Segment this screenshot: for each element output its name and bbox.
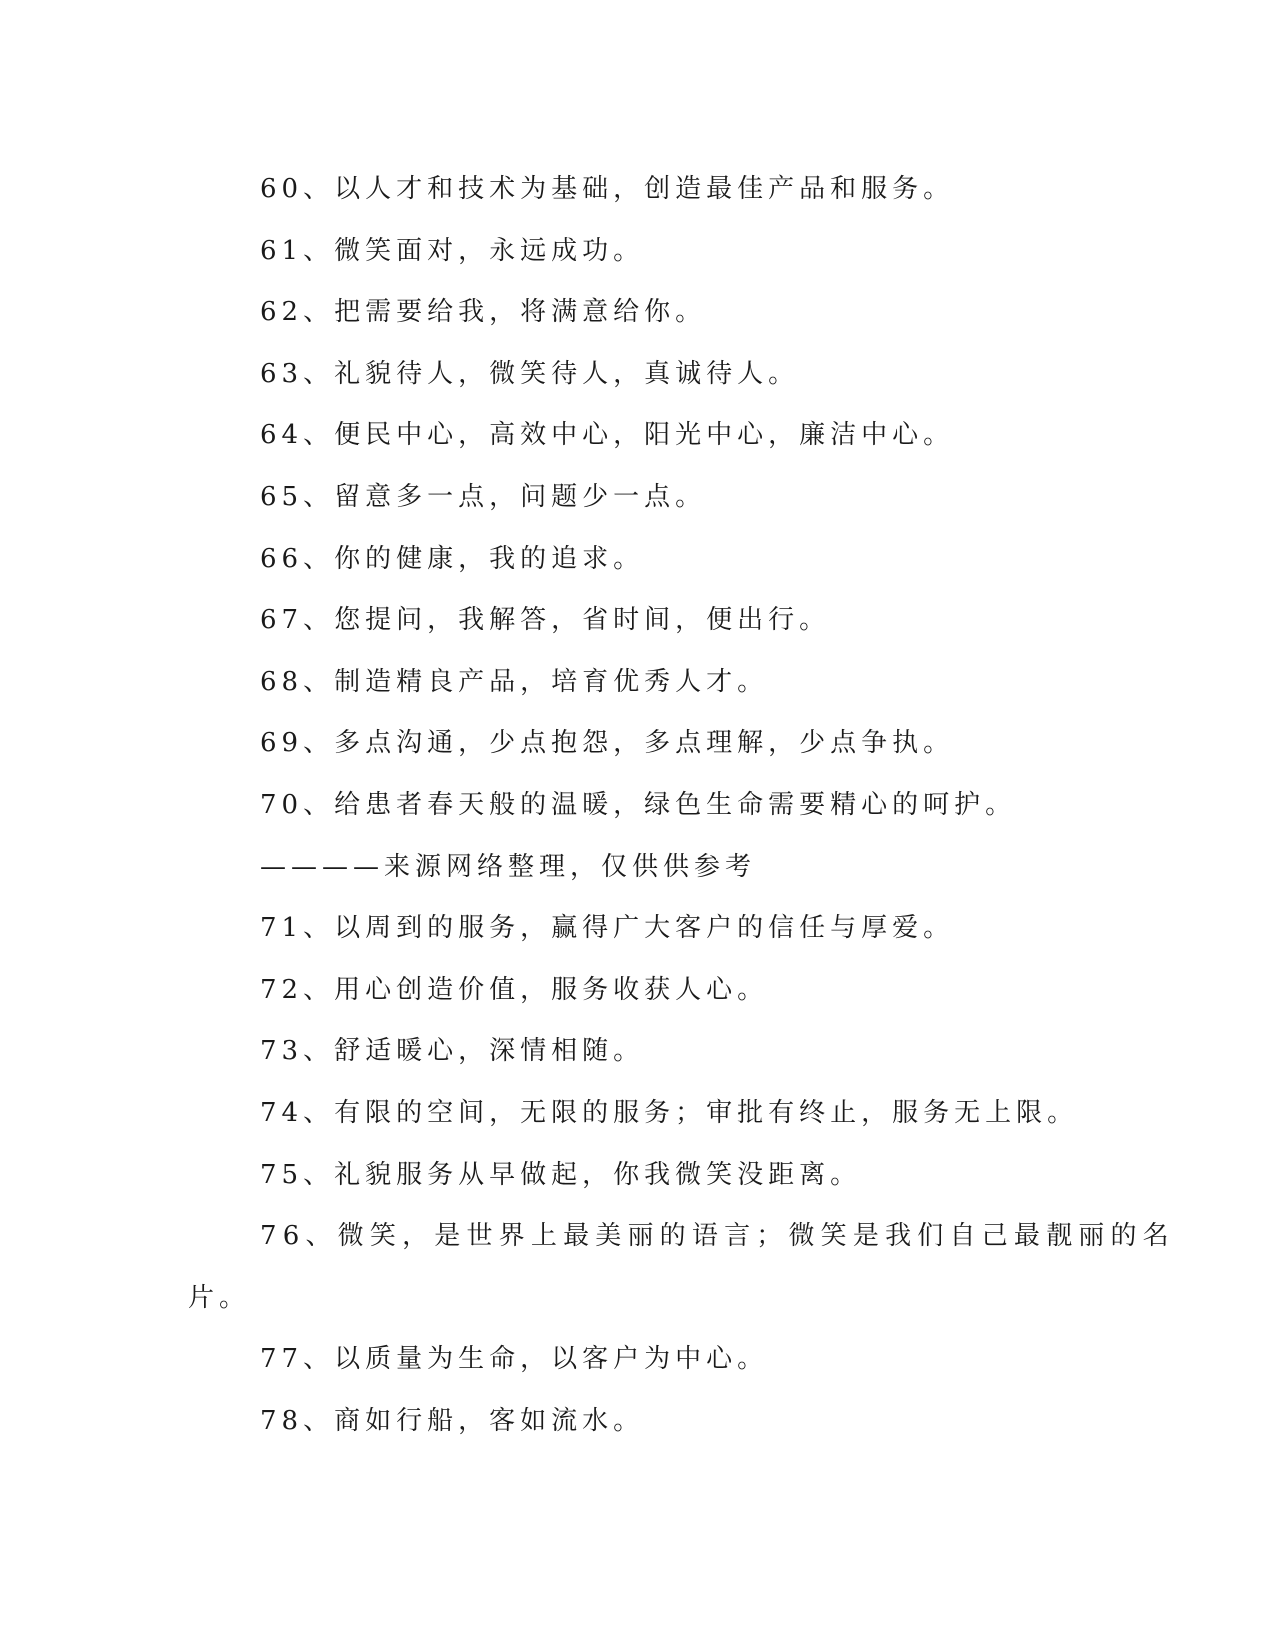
slogan-76: 76、微笑，是世界上最美丽的语言；微笑是我们自己最靓丽的名: [260, 1221, 1175, 1252]
slogan-73: 73、舒适暖心，深情相随。: [260, 1036, 645, 1067]
slogan-61: 61、微笑面对，永远成功。: [260, 235, 645, 266]
slogan-69: 69、多点沟通，少点抱怨，多点理解，少点争执。: [260, 728, 955, 759]
slogan-63: 63、礼貌待人，微笑待人，真诚待人。: [260, 358, 800, 389]
slogan-74: 74、有限的空间，无限的服务；审批有终止，服务无上限。: [260, 1097, 1079, 1128]
slogan-72: 72、用心创造价值，服务收获人心。: [260, 974, 769, 1005]
slogan-75: 75、礼貌服务从早做起，你我微笑没距离。: [260, 1159, 862, 1190]
slogan-60: 60、以人才和技术为基础，创造最佳产品和服务。: [260, 174, 955, 204]
slogan-67: 67、您提问，我解答，省时间，便出行。: [260, 605, 831, 636]
source-note: ————来源网络整理，仅供供参考: [260, 851, 757, 882]
slogan-65: 65、留意多一点，问题少一点。: [260, 481, 707, 512]
slogan-76-continuation: 片。: [188, 1282, 251, 1313]
slogan-70: 70、给患者春天般的温暖，绿色生命需要精心的呵护。: [260, 789, 1017, 820]
document-body: [188, 159, 1175, 1452]
slogan-68: 68、制造精良产品，培育优秀人才。: [260, 666, 769, 697]
slogan-66: 66、你的健康，我的追求。: [260, 543, 645, 574]
slogan-77: 77、以质量为生命，以客户为中心。: [260, 1344, 769, 1375]
slogan-62: 62、把需要给我，将满意给你。: [260, 297, 707, 328]
slogan-78: 78、商如行船，客如流水。: [260, 1405, 645, 1436]
slogan-71: 71、以周到的服务，赢得广大客户的信任与厚爱。: [260, 913, 955, 944]
slogan-64: 64、便民中心，高效中心，阳光中心，廉洁中心。: [260, 420, 955, 451]
